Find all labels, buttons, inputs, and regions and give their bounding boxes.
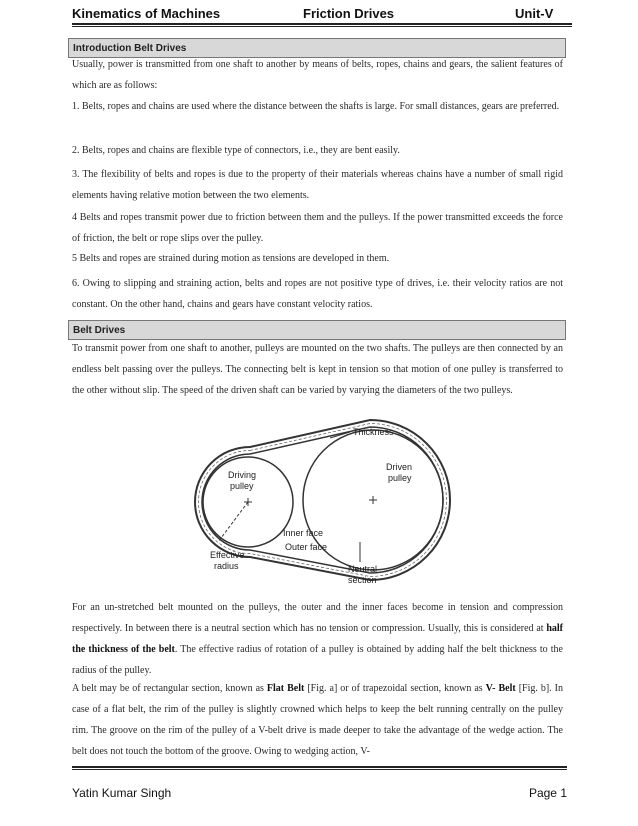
- effective-radius-label: Effective: [210, 550, 245, 560]
- header-subject: Kinematics of Machines: [72, 6, 221, 21]
- svg-text:section: section: [348, 575, 377, 585]
- header-rule: [72, 23, 572, 25]
- paragraph-belt-types: A belt may be of rectangular section, known as Flat Belt [Fig. a] or of trapezoidal section, known as V- Belt [Fig. b]. In case of a flat belt, the rim of the pulley is slightly crowned which helps to keep the belt running centrally on the pulley rim. The groove on the rim of the pulley of a V-belt drive is made deeper to take the advantage of the wedge action. The belt does not touch the bottom of the groove. Owing to wedging action, V-: [72, 683, 564, 757]
- header-rule-thin: [72, 26, 572, 27]
- section-heading-intro: Introduction Belt Drives: [68, 38, 566, 58]
- header-unit: Unit-V: [515, 6, 554, 21]
- effective-radius-line: [218, 502, 248, 542]
- inner-face-label: Inner face: [283, 528, 324, 538]
- thickness-label: Thickness: [353, 427, 394, 437]
- footer-page-number: Page 1: [528, 786, 567, 800]
- belt-drive-figure: [190, 412, 460, 590]
- paragraph-point-6: 6. Owing to slipping and straining action, belts and ropes are not positive type of drives, i.e. their velocity ratios are not constant. On the other hand, chains and gears have constant velocity ratios.: [72, 278, 563, 310]
- outer-face-label: Outer face: [285, 542, 328, 552]
- paragraph-neutral-section: For an un-stretched belt mounted on the pulleys, the outer and the inner faces become in tension and compression respectively. In between there is a neutral section which has no tension or compression. Usually, this is considered at half the thickness of the belt. The effective radius of rotation of a pulley is obtained by adding half the belt thickness to the radius of the pulley.: [72, 602, 563, 676]
- page-footer: [72, 786, 567, 800]
- header-topic: Friction Drives: [303, 6, 395, 21]
- paragraph-point-1: 1. Belts, ropes and chains are used where the distance between the shafts is large. For small distances, gears are preferred.: [72, 101, 560, 112]
- driving-pulley-label: Driving: [228, 470, 257, 480]
- section-heading-belt-drives: Belt Drives: [68, 320, 566, 340]
- footer-rule-thin: [72, 769, 567, 770]
- paragraph-point-4: 4 Belts and ropes transmit power due to friction between them and the pulleys. If the power transmitted exceeds the force of friction, the belt or rope slips over the pulley.: [72, 212, 563, 244]
- footer-rule: [72, 766, 567, 768]
- paragraph-intro: Usually, power is transmitted from one shaft to another by means of belts, ropes, chains and gears, the salient features of which are as follows:: [72, 59, 563, 91]
- driven-pulley-label: Driven: [386, 462, 413, 472]
- paragraph-point-5: 5 Belts and ropes are strained during motion as tensions are developed in them.: [72, 253, 390, 264]
- svg-text:radius: radius: [214, 561, 239, 571]
- paragraph-point-3: 3. The flexibility of belts and ropes is due to the property of their materials whereas chains have a number of small rigid elements having relative motion between the two elements.: [72, 169, 563, 201]
- neutral-section-label: Neutral: [348, 564, 378, 574]
- svg-text:pulley: pulley: [230, 481, 254, 491]
- footer-author: Yatin Kumar Singh: [72, 786, 172, 800]
- paragraph-belt-drives: To transmit power from one shaft to another, pulleys are mounted on the two shafts. The pulleys are then connected by an endless belt passing over the pulleys. The connecting belt is kept in tension so that motion of one pulley is transferred to the other without slip. The speed of the driven shaft can be varied by varying the diameters of the two pulleys.: [72, 343, 563, 396]
- svg-text:pulley: pulley: [388, 473, 412, 483]
- paragraph-point-2: 2. Belts, ropes and chains are flexible type of connectors, i.e., they are bent easily.: [72, 145, 400, 156]
